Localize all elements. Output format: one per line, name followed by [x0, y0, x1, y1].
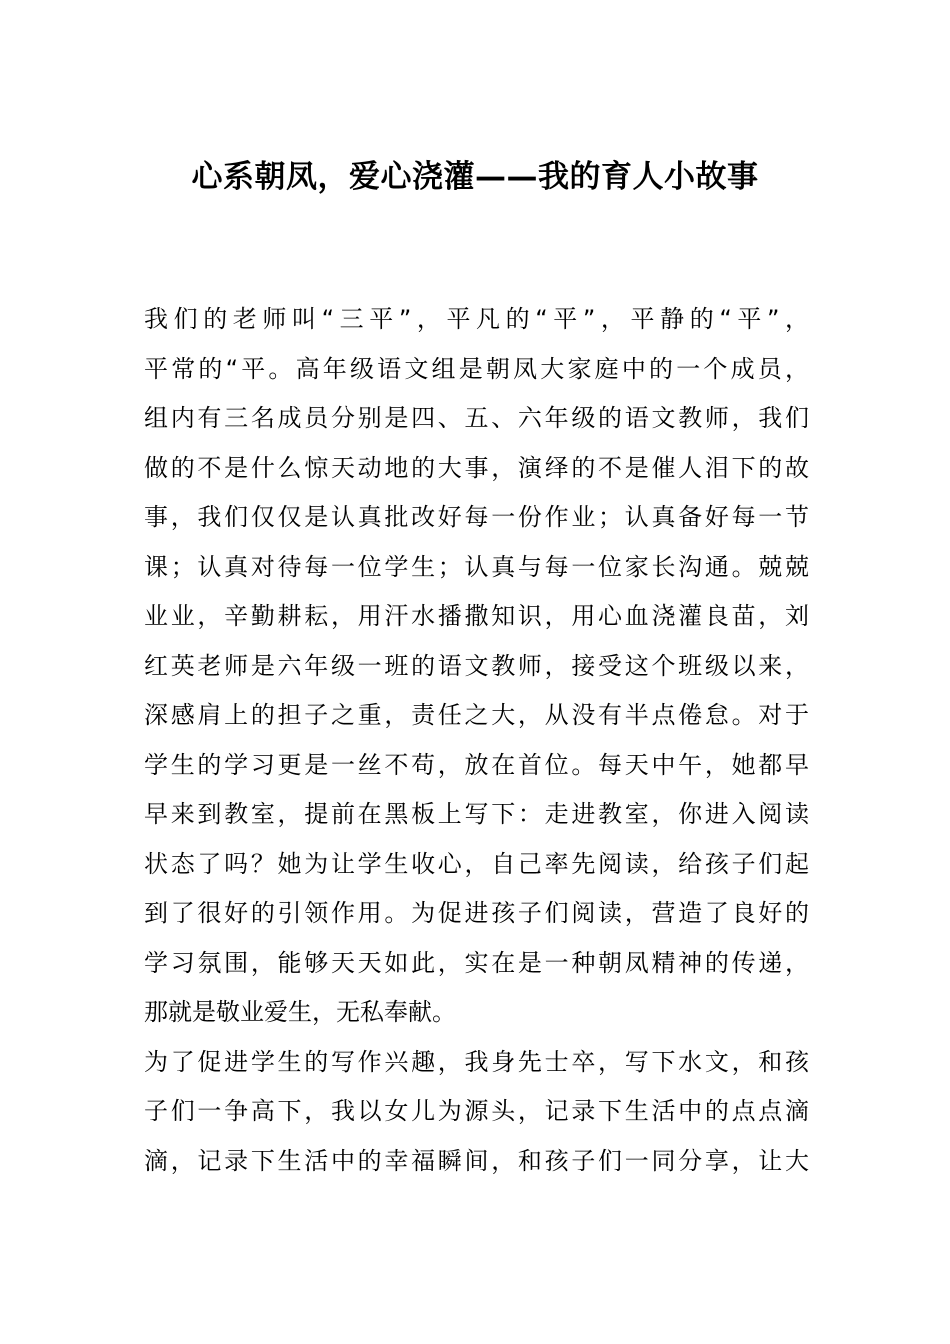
body-line: 我们的老师叫“三平”，平凡的“平”，平静的“平”， [144, 305, 809, 333]
body-line: 做的不是什么惊天动地的大事，演绎的不是催人泪下的故 [144, 453, 809, 482]
body-line: 为了促进学生的写作兴趣，我身先士卒，写下水文，和孩 [144, 1047, 809, 1076]
body-line: 事，我们仅仅是认真批改好每一份作业；认真备好每一节 [144, 503, 809, 531]
body-line: 组内有三名成员分别是四、五、六年级的语文教师，我们 [144, 404, 809, 432]
body-line: 到了很好的引领作用。为促进孩子们阅读，营造了良好的 [144, 899, 809, 927]
document-body [144, 295, 809, 1186]
body-line: 平常的“平。高年级语文组是朝凤大家庭中的一个成员， [144, 354, 809, 383]
body-line: 学习氛围，能够天天如此，实在是一种朝凤精神的传递， [144, 948, 809, 977]
body-line: 状态了吗？她为让学生收心，自己率先阅读，给孩子们起 [144, 849, 809, 878]
body-line: 业业，辛勤耕耘，用汗水播撒知识，用心血浇灌良苗，刘 [144, 602, 809, 630]
body-line: 早来到教室，提前在黑板上写下：走进教室，你进入阅读 [144, 800, 809, 828]
body-line: 子们一争高下，我以女儿为源头，记录下生活中的点点滴 [144, 1097, 809, 1125]
document-title: 心系朝凤，爱心浇灌——我的育人小故事 [191, 159, 759, 195]
body-line: 学生的学习更是一丝不苟，放在首位。每天中午，她都早 [144, 750, 809, 779]
body-line: 那就是敬业爱生，无私奉献。 [144, 998, 456, 1026]
body-line: 滴，记录下生活中的幸福瞬间，和孩子们一同分享，让大 [144, 1146, 809, 1175]
body-line: 红英老师是六年级一班的语文教师，接受这个班级以来， [144, 651, 809, 680]
body-line: 课；认真对待每一位学生；认真与每一位家长沟通。兢兢 [144, 552, 809, 581]
body-line: 深感肩上的担子之重，责任之大，从没有半点倦怠。对于 [144, 701, 809, 729]
